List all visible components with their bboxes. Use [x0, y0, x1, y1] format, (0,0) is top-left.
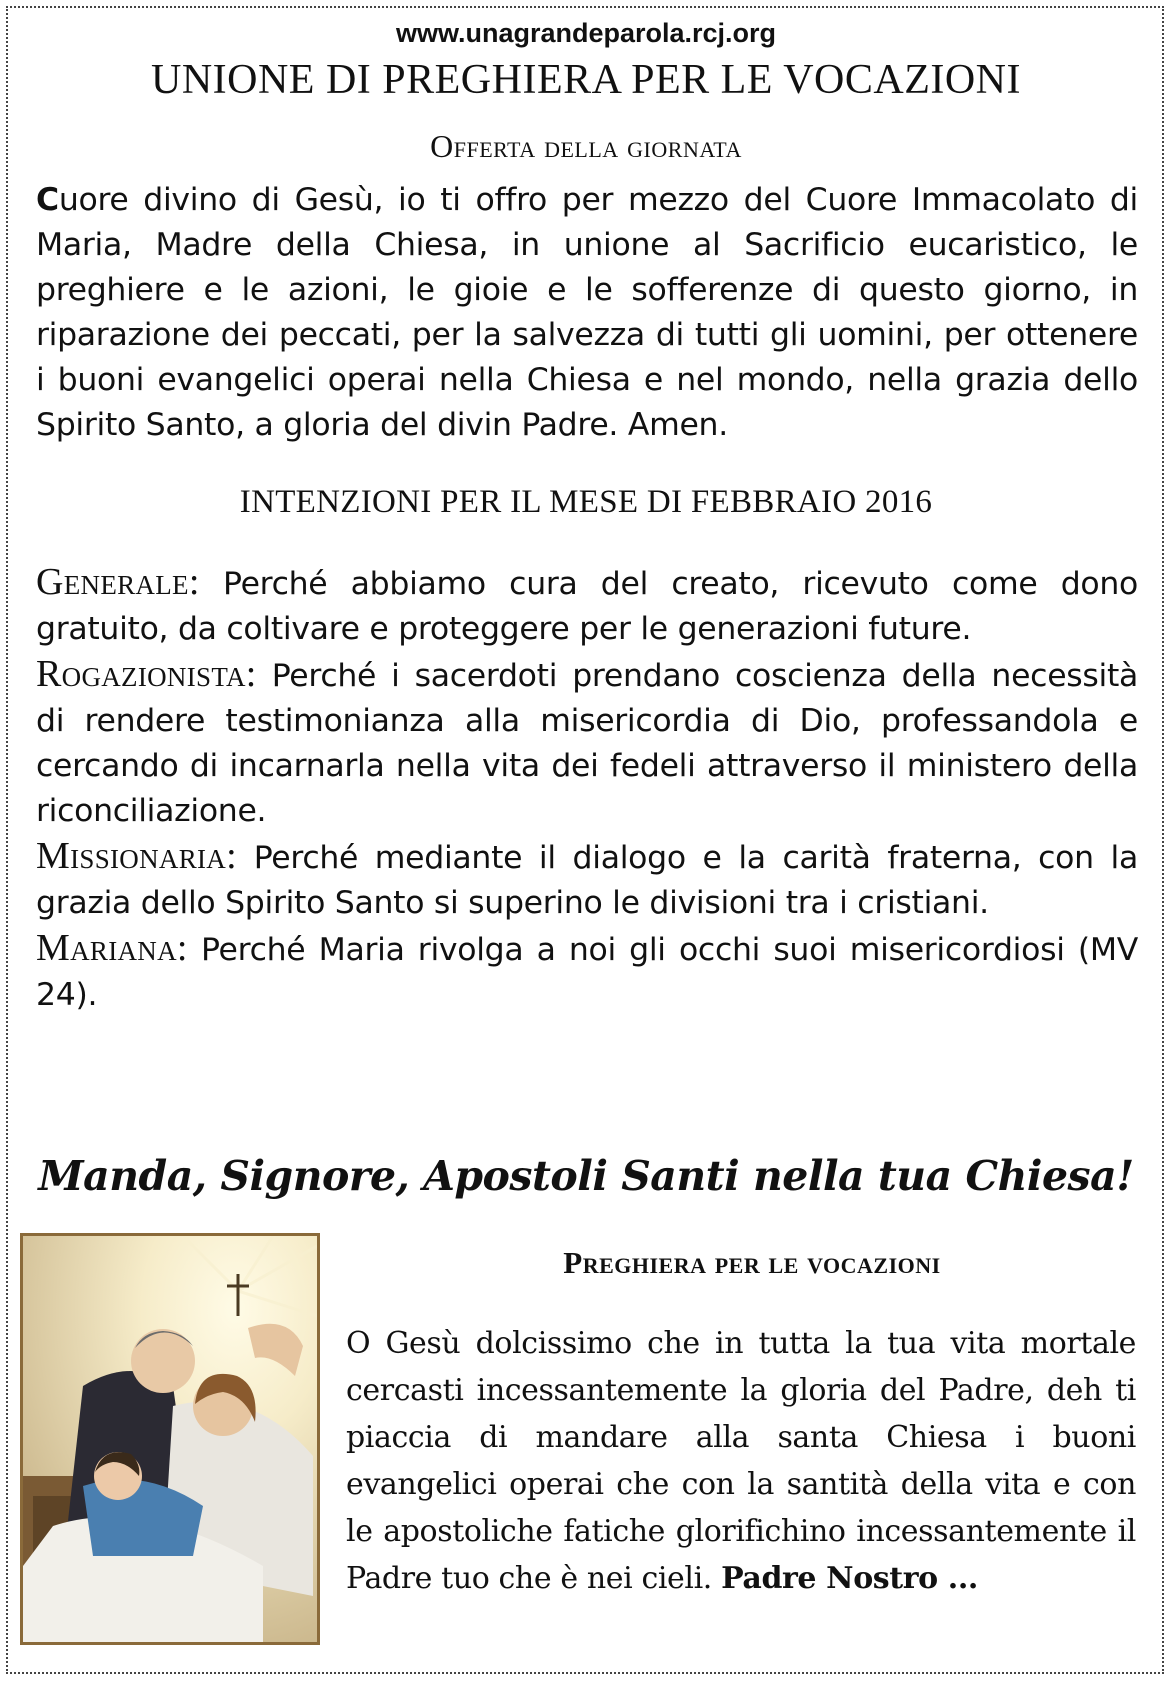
- intention-missionaria: [36, 834, 1138, 926]
- offering-initial: C: [36, 182, 59, 218]
- offering-text: [36, 178, 1138, 448]
- intention-text: Perché abbiamo cura del creato, ricevuto come dono gratuito, da coltivare e proteggere per le generazioni future.: [36, 566, 1139, 647]
- prayer-body: O Gesù dolcissimo che in tutta la tua vita mortale cercasti incessantemente la gloria del Padre, deh ti piaccia di mandare alla santa Chiesa i buoni evangelici operai che con la santità della vita e con le apostoliche fatiche glorifichino incessantemente il Padre tuo che è nei cieli.: [346, 1326, 1136, 1596]
- intention-label: Missionaria:: [36, 835, 237, 877]
- page-title: UNIONE DI PREGHIERA PER LE VOCAZIONI: [150, 57, 1022, 103]
- intention-label: Rogazionista:: [36, 653, 257, 695]
- intention-text: Perché Maria rivolga a noi gli occhi suoi misericordiosi (MV 24).: [36, 932, 1138, 1013]
- intention-mariana: [36, 926, 1138, 1018]
- site-url[interactable]: www.unagrandeparola.rcj.org: [395, 18, 777, 48]
- prayer-title: Preghiera per le vocazioni: [563, 1245, 941, 1280]
- offering-title: Offerta della giornata: [430, 128, 742, 164]
- intentions-title: INTENZIONI PER IL MESE DI FEBBRAIO 2016: [239, 484, 933, 520]
- intention-label: Generale:: [36, 561, 200, 603]
- intentions-list: [36, 560, 1138, 1018]
- prayer-closing: Padre Nostro ...: [721, 1561, 978, 1596]
- intention-rogazionista: [36, 652, 1138, 834]
- intention-text: Perché i sacerdoti prendano coscienza della necessità di rendere testimonianza alla misericordia di Dio, professandola e cercando di incarnarla nella vita dei fedeli attraverso il ministero della riconciliazione.: [36, 658, 1138, 829]
- motto: Manda, Signore, Apostoli Santi nella tua Chiesa!: [38, 1152, 1134, 1200]
- intention-label: Mariana:: [36, 927, 188, 969]
- intention-text: Perché mediante il dialogo e la carità fraterna, con la grazia dello Spirito Santo si superino le divisioni tra i cristiani.: [36, 840, 1138, 921]
- intention-generale: [36, 560, 1138, 652]
- offering-body: uore divino di Gesù, io ti offro per mezzo del Cuore Immacolato di Maria, Madre della Chiesa, in unione al Sacrificio eucaristico, le preghiere e le azioni, le gioie e le sofferenze di questo giorno, in riparazione dei peccati, per la salvezza di tutti gli uomini, per ottenere i buoni evangelici operai nella Chiesa e nel mondo, nella grazia dello Spirito Santo, a gloria del divin Padre. Amen.: [36, 182, 1138, 443]
- devotional-painting-icon: [20, 1233, 320, 1645]
- prayer-text: [346, 1320, 1136, 1602]
